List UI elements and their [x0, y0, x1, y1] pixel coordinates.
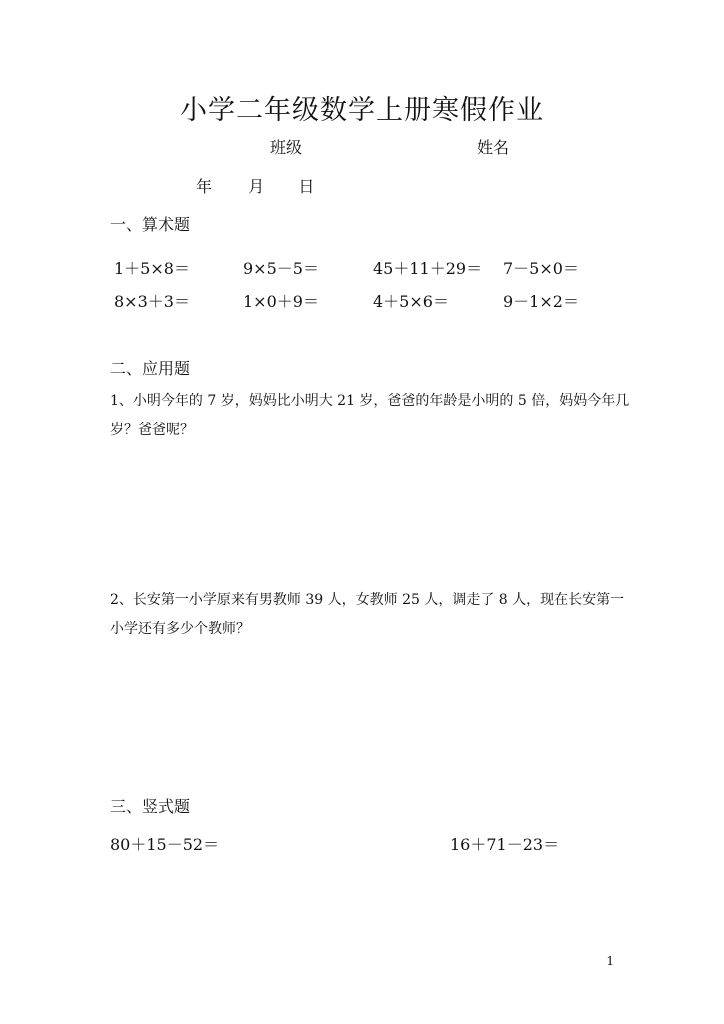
- vertical-calc-item: 80＋15－52＝: [110, 835, 220, 854]
- word-problem-2: 2、长安第一小学原来有男教师 39 人，女教师 25 人，调走了 8 人，现在长安第一小学还有多少个教师？: [110, 592, 625, 637]
- section-heading-vertical-calculation: 三、竖式题: [110, 797, 191, 816]
- class-label: 班级: [270, 138, 303, 157]
- page-number: 1: [606, 954, 614, 968]
- page-title: 小学二年级数学上册寒假作业: [180, 95, 544, 126]
- arithmetic-item: 8×3＋3＝: [114, 292, 190, 311]
- vertical-calc-item: 16＋71－23＝: [450, 835, 560, 854]
- arithmetic-item: 4＋5×6＝: [373, 292, 449, 311]
- arithmetic-item: 45＋11＋29＝: [373, 259, 483, 278]
- arithmetic-item: 1＋5×8＝: [114, 259, 190, 278]
- date-day: 日: [298, 177, 315, 196]
- section-heading-arithmetic: 一、算术题: [110, 215, 191, 234]
- arithmetic-item: 9－1×2＝: [503, 292, 579, 311]
- name-label: 姓名: [477, 138, 510, 157]
- word-problem-1: 1、小明今年的 7 岁，妈妈比小明大 21 岁，爸爸的年龄是小明的 5 倍，妈妈今年几岁？爸爸呢？: [110, 393, 630, 438]
- arithmetic-item: 7－5×0＝: [503, 259, 579, 278]
- arithmetic-item: 9×5－5＝: [243, 259, 319, 278]
- date-month: 月: [248, 177, 265, 196]
- section-heading-word-problems: 二、应用题: [110, 359, 191, 378]
- date-line: [196, 174, 314, 197]
- arithmetic-item: 1×0＋9＝: [243, 292, 319, 311]
- date-year: 年: [196, 177, 213, 196]
